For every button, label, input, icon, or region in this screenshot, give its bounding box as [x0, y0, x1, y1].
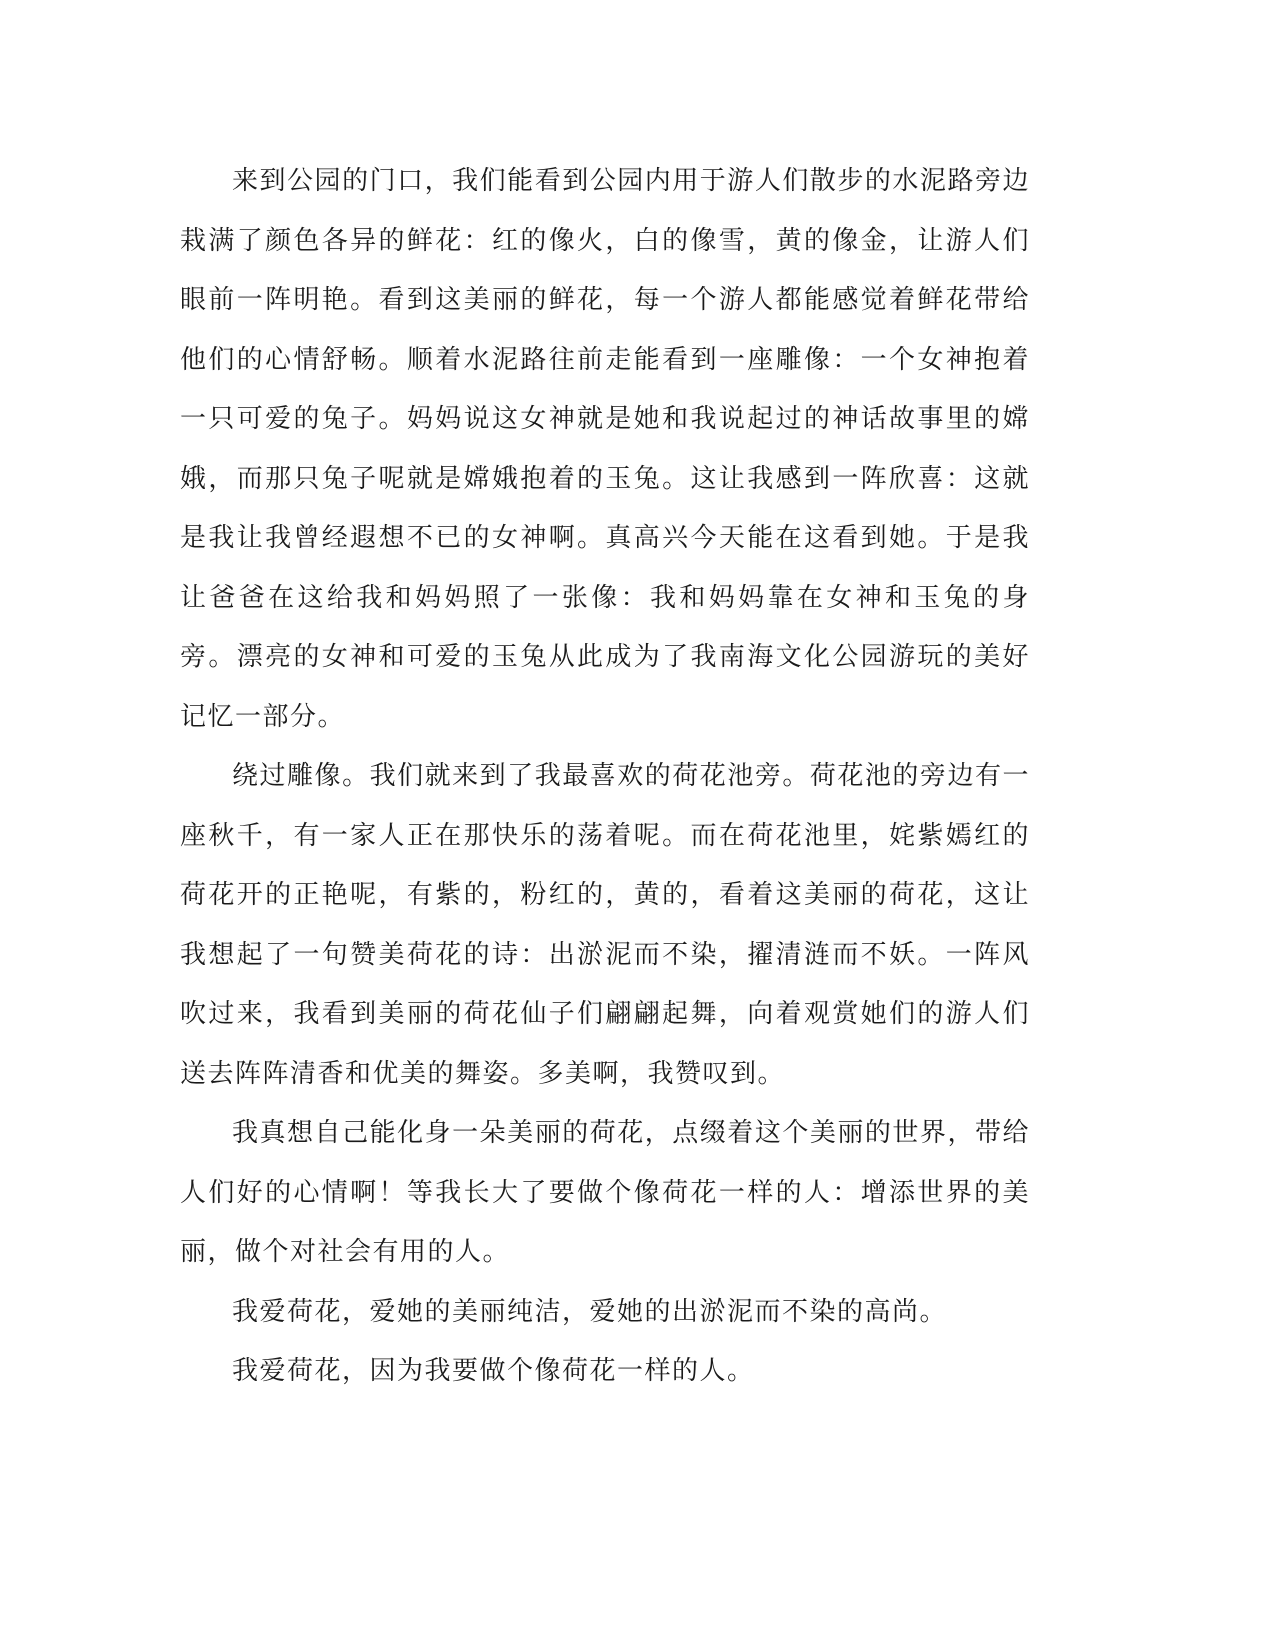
paragraph-lotus-pond: 绕过雕像。我们就来到了我最喜欢的荷花池旁。荷花池的旁边有一座秋千，有一家人正在那快乐的荡着呢。而在荷花池里，姹紫嫣红的荷花开的正艳呢，有紫的，粉红的，黄的，看着这美丽的荷花，这让我想起了一句赞美荷花的诗：出淤泥而不染，擢清涟而不妖。一阵风吹过来，我看到美丽的荷花仙子们翩翩起舞，向着观赏她们的游人们送去阵阵清香和优美的舞姿。多美啊，我赞叹到。 — [180, 761, 1030, 1089]
paragraph-love-lotus-2: 我爱荷花，因为我要做个像荷花一样的人。 — [232, 1356, 755, 1386]
paragraph-wish: 我真想自己能化身一朵美丽的荷花，点缀着这个美丽的世界，带给人们好的心情啊！等我长大了要做个像荷花一样的人：增添世界的美丽，做个对社会有用的人。 — [180, 1118, 1030, 1267]
document-body — [180, 152, 1030, 1402]
paragraph-love-lotus-1: 我爱荷花，爱她的美丽纯洁，爱她的出淤泥而不染的高尚。 — [232, 1296, 948, 1327]
paragraph-park-entrance: 来到公园的门口，我们能看到公园内用于游人们散步的水泥路旁边栽满了颜色各异的鲜花：红的像火，白的像雪，黄的像金，让游人们眼前一阵明艳。看到这美丽的鲜花，每一个游人都能感觉着鲜花带给他们的心情舒畅。顺着水泥路往前走能看到一座雕像：一个女神抱着一只可爱的兔子。妈妈说这女神就是她和我说起过的神话故事里的嫦娥，而那只兔子呢就是嫦娥抱着的玉兔。这让我感到一阵欣喜：这就是我让我曾经遐想不已的女神啊。真高兴今天能在这看到她。于是我让爸爸在这给我和妈妈照了一张像：我和妈妈靠在女神和玉兔的身旁。漂亮的女神和可爱的玉兔从此成为了我南海文化公园游玩的美好记忆一部分。 — [180, 166, 1030, 732]
